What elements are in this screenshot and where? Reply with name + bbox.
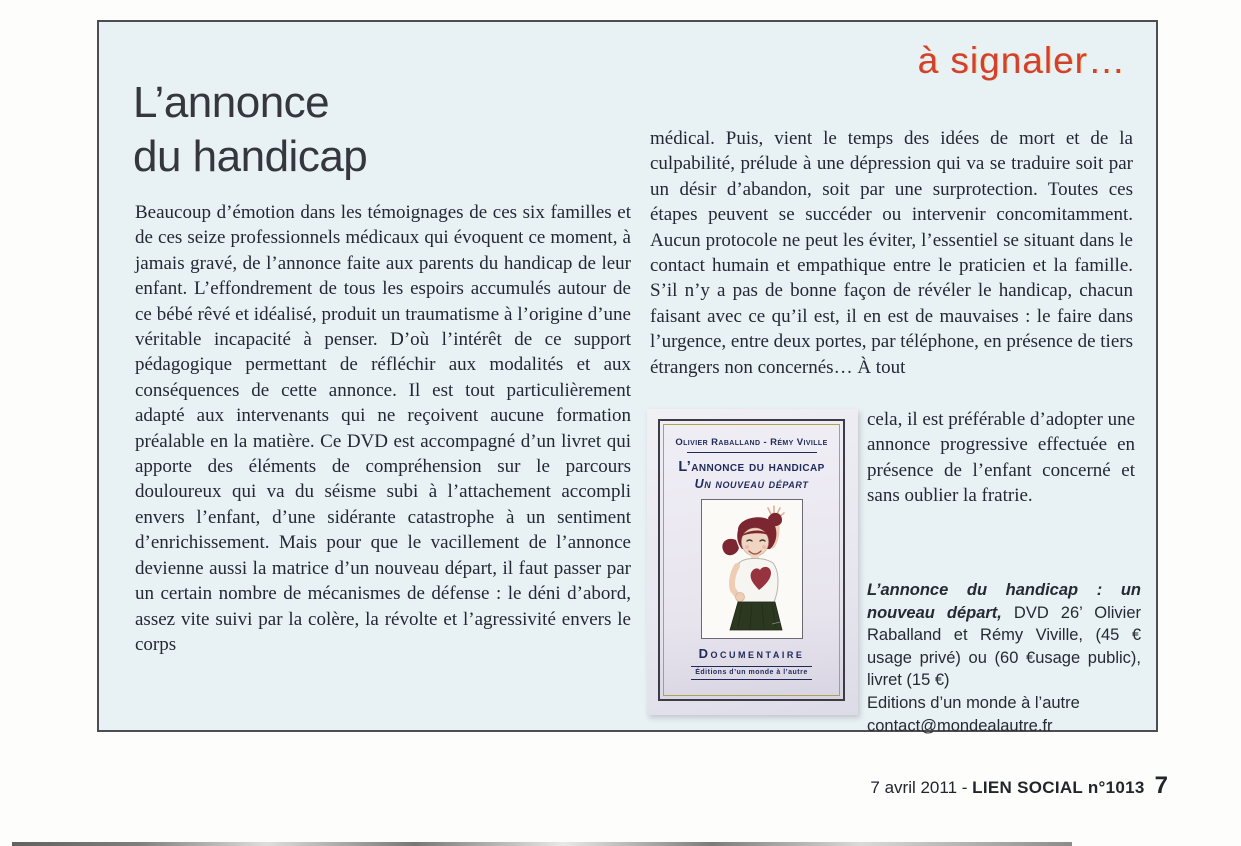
caption-lead: L’annonce du handicap : un nouveau départ, [867,581,1141,622]
caption-body: DVD 26’ Olivier Raballand et Rémy Viville, (45 € usage privé) ou (60 €usage public), livret (15 €) [867,603,1141,690]
article-column-right-wrapped: cela, il est préférable d’adopter une annonce progressive effectuée en présence de l’enfant concerné et sans oublier la fratrie. [867,409,1135,507]
dvd-caption [867,579,1141,737]
dvd-divider-rule [687,452,817,453]
footer-date: 7 avril 2011 - [870,778,973,797]
footer-journal-name: LIEN SOCIAL n°1013 [972,778,1145,797]
caption-contact-email: contact@mondealautre.fr [867,716,1053,735]
dvd-authors: Olivier Raballand - Rémy Viville [675,437,828,448]
dvd-case-photo [647,409,858,715]
caption-publisher: Editions d’un monde à l’autre [867,693,1080,712]
article-title-line-2: du handicap [133,132,368,181]
dvd-subtitle: Un nouveau départ [694,477,809,491]
page-footer [0,772,1168,800]
article-title [133,76,367,184]
section-header: à signaler… [917,40,1126,81]
article-title-line-1: L’annonce [133,78,330,127]
publisher-logo: Éditions d’un monde à l’autre [691,666,812,680]
article-panel [97,20,1158,735]
dvd-cover-frame [663,424,840,696]
dvd-title: L’annonce du handicap [678,459,825,475]
caption-paragraph [867,579,1141,692]
girl-illustration-image [701,499,803,639]
dvd-genre-label: Documentaire [698,646,805,661]
article-column-right: médical. Puis, vient le temps des idées de mort et de la culpabilité, prélude à une dépression qui va se traduire soit par un désir d’abandon, soit par une surprotection. Toutes ces étapes peuvent se succéder ou intervenir concomitamment. Aucun protocole ne peut les éviter, l’essentiel se situant dans le contact humain et empathique entre le praticien et la famille. S’il n’y a pas de bonne façon de révéler le handicap, chacun faisant avec ce qu’il est, il en est de mauvaises : le faire dans l’urgence, entre deux portes, par téléphone, en présence de tiers étrangers non concernés… À tout [650,128,1133,378]
article-column-left: Beaucoup d’émotion dans les témoignages de ces six familles et de ces seize professionnels médicaux qui évoquent ce moment, à jamais gravé, de l’annonce faite aux parents du handicap de leur enfant. L’effondrement de tous les espoirs accumulés autour de ce bébé rêvé et idéalisé, produit un traumatisme à l’origine d’une véritable incapacité à penser. D’où l’intérêt de ce support pédagogique permettant de réfléchir aux modalités et aux conséquences de cette annonce. Il est tout particulièrement adapté aux intervenants qui ne reçoivent aucune formation préalable en la matière. Ce DVD est accompagné d’un livret qui apporte des éléments de compréhension sur le parcours douloureux qui va du séisme subi à l’attachement accompli envers l’enfant, d’une sidérante catastrophe à un sentiment d’enrichissement. Mais pour que le vacillement de l’annonce devienne aussi la matrice d’un nouveau départ, il faut passer par un certain nombre de mécanismes de défense : le déni d’abord, assez vite suivi par la colère, la révolte et l’agressivité envers le corps [135,202,631,655]
scan-edge-artifact [12,842,1072,846]
footer-page-number: 7 [1154,772,1168,799]
dvd-cover [658,419,845,701]
